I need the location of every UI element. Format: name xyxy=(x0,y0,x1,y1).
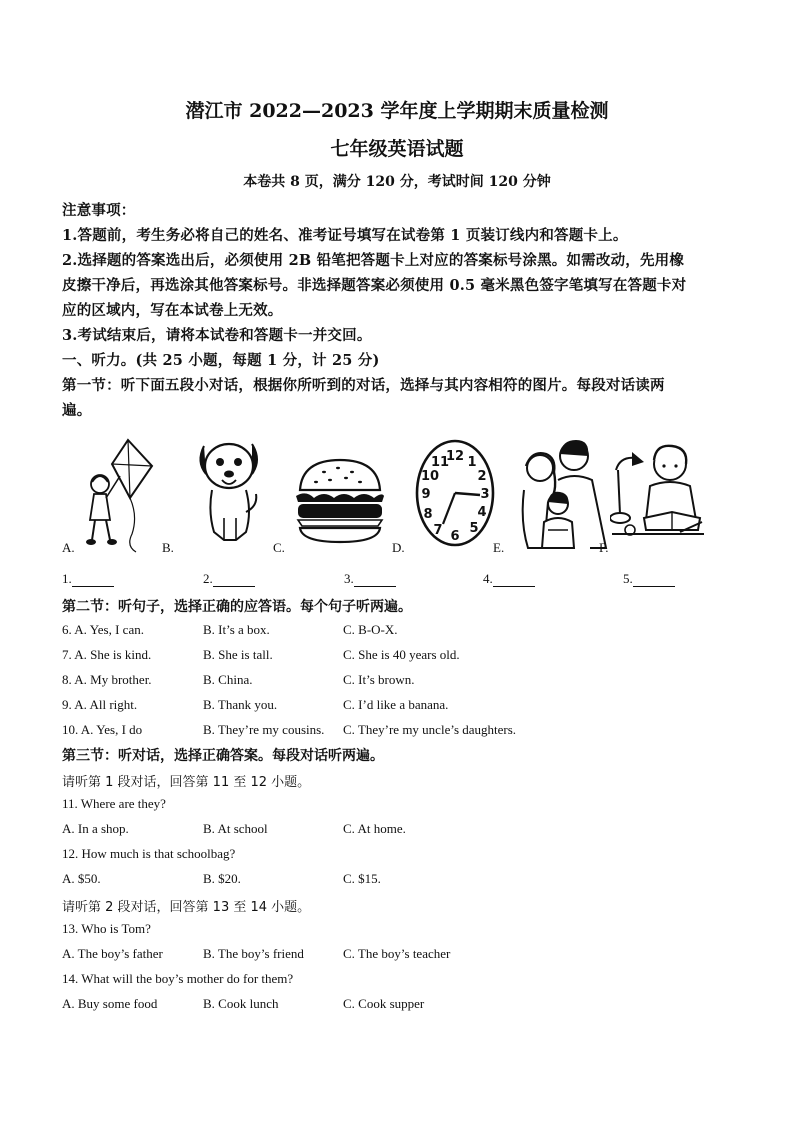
svg-text:11: 11 xyxy=(430,455,450,470)
q8-option-a: 8. A. My brother. xyxy=(62,672,152,687)
picture-label-d: D. xyxy=(392,540,405,555)
exam-info: 本卷共 8 页，满分 120 分，考试时间 120 分钟 xyxy=(243,174,551,190)
dog-icon xyxy=(194,432,264,550)
answer-blank-2[interactable] xyxy=(203,571,255,587)
section2-heading: 第二节：听句子，选择正确的应答语。每个句子听两遍。 xyxy=(62,599,412,615)
svg-text:7: 7 xyxy=(433,523,443,538)
svg-text:12: 12 xyxy=(445,449,465,464)
picture-label-e: E. xyxy=(493,540,505,555)
svg-text:8: 8 xyxy=(423,507,433,522)
q12-option-c: C. $15. xyxy=(343,871,381,886)
svg-text:10: 10 xyxy=(420,469,440,484)
svg-text:5: 5 xyxy=(469,521,479,536)
exam-subtitle: 七年级英语试题 xyxy=(330,138,464,160)
svg-text:9: 9 xyxy=(421,487,431,502)
answer-blank-4[interactable] xyxy=(483,571,535,587)
blank-label: 4. xyxy=(483,571,493,586)
q9-option-b: B. Thank you. xyxy=(203,697,278,712)
q6-option-a: 6. A. Yes, I can. xyxy=(62,622,144,637)
q14-option-b: B. Cook lunch xyxy=(203,996,279,1011)
picture-label-c: C. xyxy=(273,540,285,555)
section1-instruction-2: 遍。 xyxy=(62,402,92,419)
section1-instruction-1: 第一节：听下面五段小对话，根据你所听到的对话，选择与其内容相符的图片。每段对话读两 xyxy=(62,377,665,394)
q8-option-c: C. It’s brown. xyxy=(343,672,415,687)
answer-blanks xyxy=(62,571,742,591)
svg-text:3: 3 xyxy=(480,487,490,502)
note-line-3: 皮擦干净后，再选涂其他答案标号。非选择题答案必须使用 0.5 毫米黑色签字笔填写在答题卡对 xyxy=(62,277,687,294)
boy-studying-icon xyxy=(610,434,706,546)
picture-label-f: F. xyxy=(599,540,609,555)
dialog2-instruction: 请听第 2 段对话，回答第 13 至 14 小题。 xyxy=(62,900,311,915)
svg-text:4: 4 xyxy=(477,505,487,520)
exam-title: 潜江市 2022—2023 学年度上学期期末质量检测 xyxy=(185,100,609,122)
q8-option-b: B. China. xyxy=(203,672,253,687)
section3-heading: 第三节：听对话，选择正确答案。每段对话听两遍。 xyxy=(62,748,384,764)
question-12: 12. How much is that schoolbag? xyxy=(62,846,236,861)
kite-girl-icon xyxy=(80,436,160,554)
note-line-5: 3.考试结束后，请将本试卷和答题卡一并交回。 xyxy=(62,327,372,344)
note-line-2: 2.选择题的答案选出后，必须使用 2B 铅笔把答题卡上对应的答案标号涂黑。如需改动，先用橡 xyxy=(62,252,685,269)
blank-label: 2. xyxy=(203,571,213,586)
picture-label-b: B. xyxy=(162,540,174,555)
q11-option-b: B. At school xyxy=(203,821,268,836)
q7-option-c: C. She is 40 years old. xyxy=(343,647,460,662)
q12-option-a: A. $50. xyxy=(62,871,101,886)
q11-option-a: A. In a shop. xyxy=(62,821,129,836)
notes-heading: 注意事项： xyxy=(62,202,136,219)
note-line-1: 1.答题前，考生务必将自己的姓名、准考证号填写在试卷第 1 页装订线内和答题卡上。 xyxy=(62,227,628,244)
note-line-4: 应的区域内，写在本试卷上无效。 xyxy=(62,302,283,319)
q14-option-a: A. Buy some food xyxy=(62,996,158,1011)
part1-heading: 一、听力。(共 25 小题，每题 1 分，计 25 分) xyxy=(62,352,380,369)
question-11: 11. Where are they? xyxy=(62,796,166,811)
svg-text:1: 1 xyxy=(467,455,477,470)
hamburger-icon xyxy=(294,456,386,546)
q7-option-a: 7. A. She is kind. xyxy=(62,647,152,662)
q13-option-a: A. The boy’s father xyxy=(62,946,163,961)
q9-option-a: 9. A. All right. xyxy=(62,697,138,712)
answer-blank-3[interactable] xyxy=(344,571,396,587)
blank-label: 5. xyxy=(623,571,633,586)
q10-option-a: 10. A. Yes, I do xyxy=(62,722,143,737)
question-13: 13. Who is Tom? xyxy=(62,921,151,936)
q10-option-b: B. They’re my cousins. xyxy=(203,722,325,737)
q12-option-b: B. $20. xyxy=(203,871,241,886)
family-icon xyxy=(518,432,610,550)
question-14: 14. What will the boy’s mother do for them? xyxy=(62,971,294,986)
q6-option-b: B. It’s a box. xyxy=(203,622,270,637)
blank-label: 1. xyxy=(62,571,72,586)
q14-option-c: C. Cook supper xyxy=(343,996,425,1011)
blank-label: 3. xyxy=(344,571,354,586)
answer-blank-1[interactable] xyxy=(62,571,114,587)
clock-icon xyxy=(414,438,496,548)
q10-option-c: C. They’re my uncle’s daughters. xyxy=(343,722,517,737)
q13-option-b: B. The boy’s friend xyxy=(203,946,304,961)
q11-option-c: C. At home. xyxy=(343,821,406,836)
q13-option-c: C. The boy’s teacher xyxy=(343,946,451,961)
svg-text:2: 2 xyxy=(477,469,487,484)
picture-label-a: A. xyxy=(62,540,75,555)
q7-option-b: B. She is tall. xyxy=(203,647,273,662)
svg-text:6: 6 xyxy=(450,529,460,544)
picture-row xyxy=(62,428,742,558)
q6-option-c: C. B-O-X. xyxy=(343,622,398,637)
answer-blank-5[interactable] xyxy=(623,571,675,587)
dialog1-instruction: 请听第 1 段对话，回答第 11 至 12 小题。 xyxy=(62,775,311,790)
q9-option-c: C. I’d like a banana. xyxy=(343,697,449,712)
